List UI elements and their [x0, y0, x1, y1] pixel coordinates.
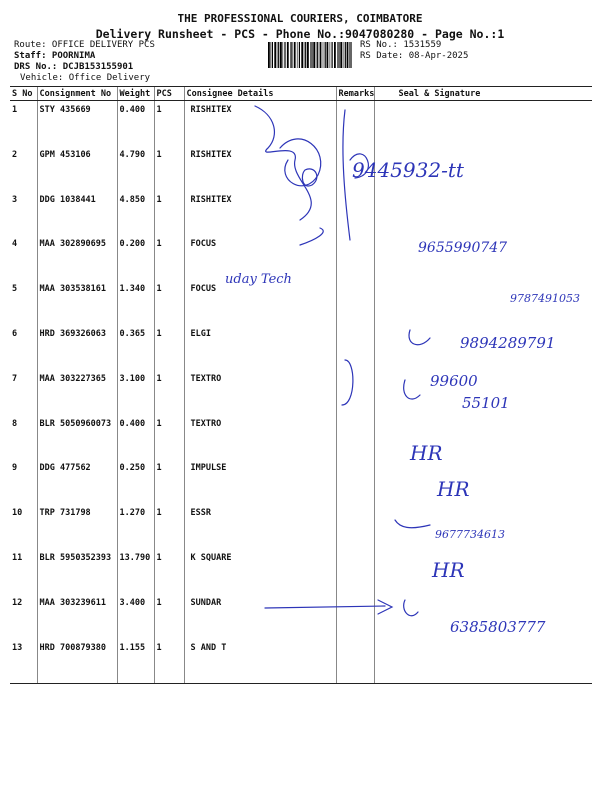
row-weight: 1.155 — [117, 639, 154, 684]
row-remarks — [336, 459, 374, 504]
row-remarks — [336, 146, 374, 191]
row-weight: 4.790 — [117, 146, 154, 191]
signature-row-8b: 55101 — [462, 394, 510, 412]
row-remarks — [336, 594, 374, 639]
row-seal-signature — [374, 415, 592, 460]
row-pcs: 1 — [154, 459, 184, 504]
row-remarks — [336, 235, 374, 280]
runsheet-table — [10, 86, 592, 684]
row-weight: 1.340 — [117, 280, 154, 325]
row-seal-signature — [374, 549, 592, 594]
row-pcs: 1 — [154, 191, 184, 236]
row-pcs: 1 — [154, 370, 184, 415]
row-seal-signature — [374, 639, 592, 684]
row-seal-signature — [374, 459, 592, 504]
col-signature-header: Seal & Signature — [374, 87, 592, 101]
row-sno: 5 — [12, 284, 18, 295]
barcode-image — [268, 42, 352, 68]
row-weight: 3.400 — [117, 594, 154, 639]
row-pcs: 1 — [154, 415, 184, 460]
row-consignment-no: BLR 5950352393 — [37, 549, 117, 594]
runsheet-title: Delivery Runsheet - PCS - Phone No.:9047080280 - Page No.:1 — [95, 27, 505, 41]
drs-label: DRS No.: DCJB153155901 — [14, 62, 134, 72]
row-consignee: FOCUS — [184, 235, 336, 280]
table-row — [10, 280, 592, 325]
row-pcs: 1 — [154, 549, 184, 594]
row-weight: 3.100 — [117, 370, 154, 415]
table-row — [10, 459, 592, 504]
row-consignee: K SQUARE — [184, 549, 336, 594]
row-seal-signature — [374, 370, 592, 415]
row-sno: 13 — [10, 639, 37, 684]
col-weight-header: Weight — [117, 87, 154, 101]
row-seal-signature — [374, 191, 592, 236]
row-remarks — [336, 639, 374, 684]
table-row — [10, 191, 592, 236]
row-remarks — [336, 280, 374, 325]
row-seal-signature — [374, 235, 592, 280]
row-remarks — [336, 370, 374, 415]
row-weight: 1.270 — [117, 504, 154, 549]
row-seal-signature — [374, 594, 592, 639]
row-consignment-no: MAA 303538161 — [37, 280, 117, 325]
row-weight: 0.365 — [117, 325, 154, 370]
row-sno: 2 — [12, 149, 18, 160]
signature-row-10: HR — [437, 477, 470, 501]
row-remarks — [336, 325, 374, 370]
row-weight: 4.850 — [117, 191, 154, 236]
row-pcs: 1 — [154, 504, 184, 549]
table-header-row — [10, 87, 592, 101]
row-consignment-no: MAA 303227365 — [37, 370, 117, 415]
row-consignee: ESSR — [184, 504, 336, 549]
signature-row-2: 9445932-tt — [352, 158, 464, 182]
remark-row-5: uday Tech — [225, 272, 292, 287]
table-row — [10, 325, 592, 370]
table-row — [10, 146, 592, 191]
row-consignment-no: HRD 369326063 — [37, 325, 117, 370]
row-sno: 4 — [12, 239, 18, 250]
row-consignee: RISHITEX — [184, 191, 336, 236]
table-row — [10, 639, 592, 684]
row-consignee: TEXTRO — [184, 415, 336, 460]
row-sno: 7 — [12, 373, 18, 384]
table-row — [10, 235, 592, 280]
row-pcs: 1 — [154, 594, 184, 639]
row-sno: 6 — [12, 328, 18, 339]
row-weight: 0.400 — [117, 101, 154, 146]
row-consignee: S AND T — [184, 639, 336, 684]
rs-date-label: RS Date: 08-Apr-2025 — [360, 51, 469, 61]
row-seal-signature — [374, 280, 592, 325]
row-consignee: IMPULSE — [184, 459, 336, 504]
row-seal-signature — [374, 146, 592, 191]
row-pcs: 1 — [154, 101, 184, 146]
vehicle-label: Vehicle: Office Delivery — [20, 73, 151, 83]
row-consignment-no: BLR 5050960073 — [37, 415, 117, 460]
row-sno: 3 — [12, 194, 18, 205]
row-remarks — [336, 101, 374, 146]
row-consignment-no: DDG 477562 — [37, 459, 117, 504]
signature-row-6: 9787491053 — [510, 292, 580, 305]
row-consignment-no: MAA 302890695 — [37, 235, 117, 280]
signature-row-8a: 99600 — [430, 372, 478, 390]
row-sno: 12 — [12, 597, 23, 608]
row-consignee: RISHITEX — [184, 101, 336, 146]
row-consignment-no: STY 435669 — [37, 101, 117, 146]
row-consignee: SUNDAR — [184, 594, 336, 639]
row-consignee: RISHITEX — [184, 146, 336, 191]
row-remarks — [336, 191, 374, 236]
row-weight: 13.790 — [117, 549, 154, 594]
row-consignee: ELGI — [184, 325, 336, 370]
row-pcs: 1 — [154, 235, 184, 280]
row-sno: 11 — [12, 552, 23, 563]
table-row — [10, 504, 592, 549]
table-row — [10, 101, 592, 146]
table-row — [10, 415, 592, 460]
row-sno: 1 — [12, 105, 18, 115]
row-seal-signature — [374, 101, 592, 146]
row-sno: 8 — [12, 418, 18, 429]
signature-row-13: 6385803777 — [450, 618, 546, 636]
col-consignment-header: Consignment No — [37, 87, 117, 101]
row-consignee: TEXTRO — [184, 370, 336, 415]
col-remarks-header: Remarks — [336, 87, 374, 101]
row-remarks — [336, 504, 374, 549]
rs-no-label: RS No.: 1531559 — [360, 40, 442, 50]
row-pcs: 1 — [154, 639, 184, 684]
row-consignment-no: DDG 1038441 — [37, 191, 117, 236]
row-pcs: 1 — [154, 146, 184, 191]
row-consignment-no: HRD 700879380 — [37, 639, 117, 684]
row-consignment-no: MAA 303239611 — [37, 594, 117, 639]
staff-label: Staff: POORNIMA — [14, 51, 96, 61]
row-weight: 0.250 — [117, 459, 154, 504]
signature-row-12: HR — [432, 558, 465, 582]
row-seal-signature — [374, 325, 592, 370]
row-consignment-no: GPM 453106 — [37, 146, 117, 191]
table-row — [10, 370, 592, 415]
row-pcs: 1 — [154, 280, 184, 325]
signature-row-4: 9655990747 — [418, 240, 508, 256]
row-seal-signature — [374, 504, 592, 549]
col-pcs-header: PCS — [154, 87, 184, 101]
row-pcs: 1 — [154, 325, 184, 370]
row-weight: 0.200 — [117, 235, 154, 280]
row-remarks — [336, 549, 374, 594]
row-consignment-no: TRP 731798 — [37, 504, 117, 549]
table-row — [10, 549, 592, 594]
row-consignee: FOCUS — [184, 280, 336, 325]
row-weight: 0.400 — [117, 415, 154, 460]
signature-row-9: HR — [410, 441, 443, 465]
row-sno: 10 — [12, 508, 23, 519]
col-sno-header: S No — [10, 87, 37, 101]
col-consignee-header: Consignee Details — [184, 87, 336, 101]
company-title: THE PROFESSIONAL COURIERS, COIMBATORE — [177, 12, 423, 25]
table-row — [10, 594, 592, 639]
row-remarks — [336, 415, 374, 460]
signature-row-11: 9677734613 — [435, 528, 505, 541]
row-sno: 9 — [12, 463, 18, 474]
route-label: Route: OFFICE DELIVERY PCS — [14, 40, 155, 50]
signature-row-7: 9894289791 — [460, 334, 556, 352]
